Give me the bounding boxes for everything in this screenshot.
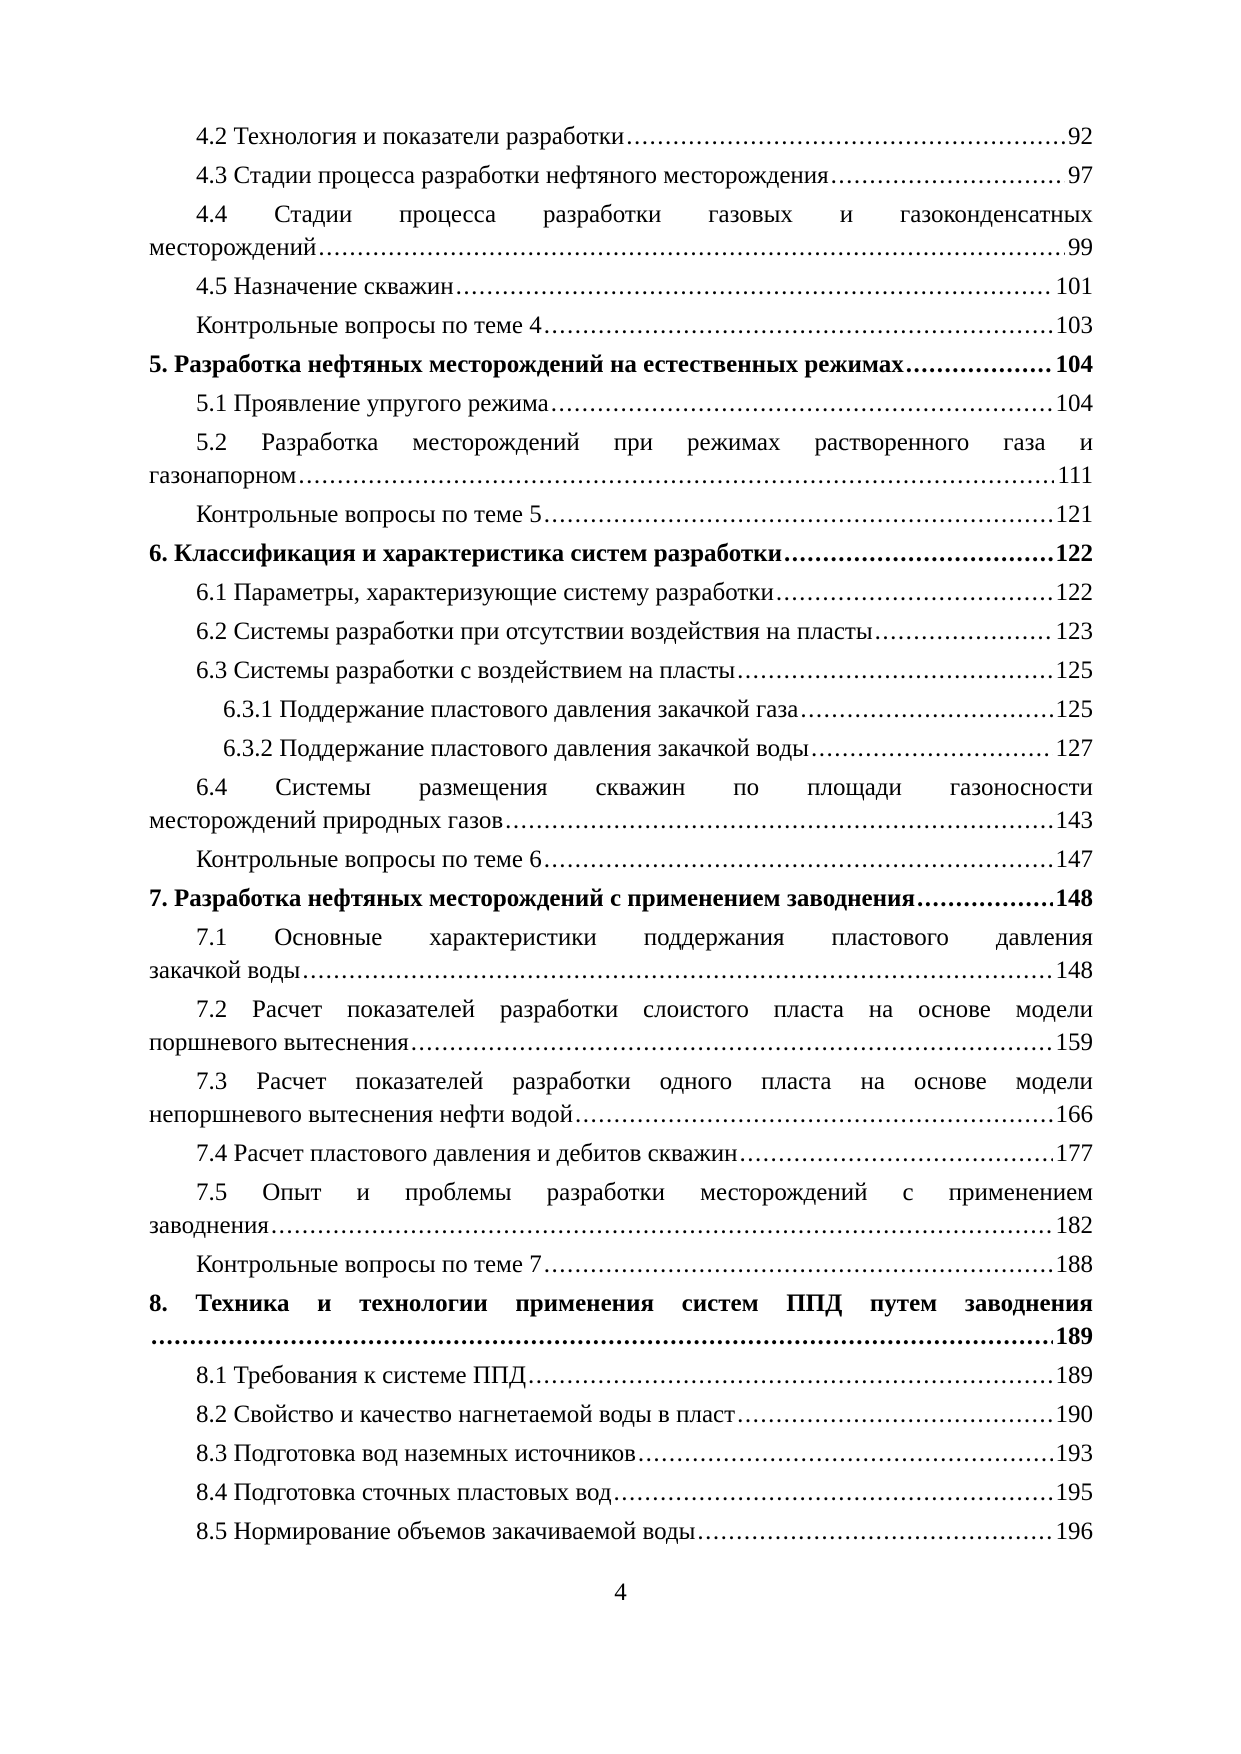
entry-title: Параметры, характеризующие систему разработки bbox=[233, 579, 774, 606]
entry-number: 8.5 bbox=[196, 1518, 228, 1545]
toc-entry-8-4[interactable] bbox=[149, 1476, 1093, 1509]
entry-title-continuation: месторождений природных газов bbox=[149, 807, 504, 834]
toc-entry-6-3[interactable] bbox=[149, 654, 1093, 687]
entry-number: 8.4 bbox=[196, 1479, 228, 1506]
chapter-title: Классификация и характеристика систем разработки bbox=[174, 540, 782, 567]
dot-leader bbox=[298, 459, 1054, 492]
entry-word: Системы bbox=[275, 774, 371, 801]
entry-number: 4.4 bbox=[196, 201, 228, 228]
entry-number: 7.5 bbox=[196, 1179, 228, 1206]
toc-entry-questions-6[interactable] bbox=[149, 843, 1093, 876]
entry-page: 121 bbox=[1055, 501, 1093, 528]
entry-title: Нормирование объемов закачиваемой воды bbox=[233, 1518, 696, 1545]
table-of-contents bbox=[149, 120, 1093, 1554]
chapter-word: применения bbox=[515, 1290, 654, 1317]
toc-entry-7-1[interactable] bbox=[149, 921, 1093, 987]
entry-word: на bbox=[868, 996, 894, 1023]
entry-title: Контрольные вопросы по теме 5 bbox=[196, 501, 542, 528]
entry-word: по bbox=[733, 774, 760, 801]
entry-word: модели bbox=[1015, 996, 1093, 1023]
dot-leader bbox=[551, 387, 1053, 420]
entry-word: газа bbox=[1003, 429, 1046, 456]
toc-entry-7-4[interactable] bbox=[149, 1137, 1093, 1170]
entry-number: 5.2 bbox=[196, 429, 228, 456]
entry-page: 111 bbox=[1057, 462, 1093, 489]
entry-number: 4.2 bbox=[196, 123, 228, 150]
entry-page: 195 bbox=[1055, 1479, 1093, 1506]
dot-leader bbox=[614, 1476, 1053, 1509]
entry-page: 188 bbox=[1055, 1251, 1093, 1278]
dot-leader bbox=[875, 615, 1053, 648]
entry-word: основе bbox=[918, 996, 991, 1023]
entry-title-continuation: поршневого вытеснения bbox=[149, 1029, 409, 1056]
entry-word: на bbox=[860, 1068, 885, 1095]
dot-leader bbox=[411, 1026, 1053, 1059]
entry-word: месторождений bbox=[412, 429, 580, 456]
entry-page: 193 bbox=[1055, 1440, 1093, 1467]
dot-leader bbox=[811, 732, 1053, 765]
entry-title: Подготовка вод наземных источников bbox=[233, 1440, 636, 1467]
dot-leader bbox=[151, 1320, 1053, 1353]
entry-title-line bbox=[149, 198, 1093, 231]
toc-chapter-8[interactable] bbox=[149, 1287, 1093, 1353]
entry-title-continuation: газонапорном bbox=[149, 462, 297, 489]
chapter-word: ППД bbox=[786, 1290, 843, 1317]
dot-leader bbox=[544, 1248, 1053, 1281]
toc-entry-4-4[interactable] bbox=[149, 198, 1093, 264]
toc-entry-8-5[interactable] bbox=[149, 1515, 1093, 1548]
dot-leader bbox=[544, 309, 1053, 342]
entry-page: 97 bbox=[1068, 162, 1093, 189]
dot-leader bbox=[544, 498, 1053, 531]
entry-page: 122 bbox=[1055, 579, 1093, 606]
toc-entry-questions-7[interactable] bbox=[149, 1248, 1093, 1281]
entry-word: давления bbox=[995, 924, 1093, 951]
entry-title: Поддержание пластового давления закачкой воды bbox=[279, 735, 809, 762]
dot-leader bbox=[271, 1209, 1053, 1242]
dot-leader bbox=[697, 1515, 1052, 1548]
entry-title: Системы разработки с воздействием на пласты bbox=[233, 657, 736, 684]
entry-title: Поддержание пластового давления закачкой газа bbox=[279, 696, 799, 723]
toc-entry-5-2[interactable] bbox=[149, 426, 1093, 492]
entry-word: слоистого bbox=[643, 996, 749, 1023]
entry-title-line bbox=[149, 426, 1093, 459]
dot-leader bbox=[784, 537, 1053, 570]
entry-word: разработки bbox=[512, 1068, 631, 1095]
entry-word: разработки bbox=[542, 201, 662, 228]
entry-page: 189 bbox=[1055, 1323, 1093, 1350]
entry-number: 7.2 bbox=[196, 996, 228, 1023]
entry-number: 8.1 bbox=[196, 1362, 228, 1389]
entry-page: 148 bbox=[1055, 957, 1093, 984]
dot-leader bbox=[800, 693, 1052, 726]
entry-title: Расчет пластового давления и дебитов скважин bbox=[233, 1140, 738, 1167]
entry-number: 8.2 bbox=[196, 1401, 228, 1428]
chapter-title: Разработка нефтяных месторождений на естественных режимах bbox=[174, 351, 904, 378]
dot-leader bbox=[318, 231, 1065, 264]
entry-page: 143 bbox=[1055, 807, 1093, 834]
entry-word: Стадии bbox=[274, 201, 353, 228]
entry-word: газовых bbox=[708, 201, 793, 228]
entry-number: 4.5 bbox=[196, 273, 228, 300]
entry-page: 122 bbox=[1055, 540, 1093, 567]
entry-word: режимах bbox=[687, 429, 781, 456]
entry-number: 4.3 bbox=[196, 162, 228, 189]
toc-entry-4-5[interactable] bbox=[149, 270, 1093, 303]
dot-leader bbox=[456, 270, 1053, 303]
entry-page: 177 bbox=[1055, 1140, 1093, 1167]
toc-entry-7-3[interactable] bbox=[149, 1065, 1093, 1131]
toc-entry-7-5[interactable] bbox=[149, 1176, 1093, 1242]
dot-leader bbox=[544, 843, 1053, 876]
toc-entry-5-1[interactable] bbox=[149, 387, 1093, 420]
toc-entry-8-2[interactable] bbox=[149, 1398, 1093, 1431]
entry-word: Основные bbox=[274, 924, 383, 951]
dot-leader bbox=[302, 954, 1052, 987]
chapter-word: Техника bbox=[195, 1290, 290, 1317]
dot-leader bbox=[528, 1359, 1052, 1392]
toc-entry-6-3-1[interactable] bbox=[149, 693, 1093, 726]
toc-entry-6-3-2[interactable] bbox=[149, 732, 1093, 765]
chapter-word: технологии bbox=[359, 1290, 488, 1317]
dot-leader bbox=[505, 804, 1052, 837]
entry-title-line bbox=[149, 1176, 1093, 1209]
entry-page: 159 bbox=[1055, 1029, 1093, 1056]
entry-page: 189 bbox=[1055, 1362, 1093, 1389]
entry-word: площади bbox=[807, 774, 902, 801]
entry-title: Требования к системе ППД bbox=[233, 1362, 527, 1389]
entry-word: пласта bbox=[761, 1068, 832, 1095]
toc-entry-4-3[interactable] bbox=[149, 159, 1093, 192]
entry-word: основе bbox=[913, 1068, 987, 1095]
entry-page: 148 bbox=[1055, 885, 1093, 912]
toc-entry-8-3[interactable] bbox=[149, 1437, 1093, 1470]
entry-word: при bbox=[613, 429, 654, 456]
entry-word: и bbox=[839, 201, 854, 228]
entry-word: разработки bbox=[499, 996, 619, 1023]
entry-number: 7.4 bbox=[196, 1140, 228, 1167]
entry-title: Контрольные вопросы по теме 7 bbox=[196, 1251, 542, 1278]
dot-leader bbox=[906, 348, 1053, 381]
entry-title-line bbox=[149, 921, 1093, 954]
entry-title-continuation: месторождений bbox=[149, 234, 317, 261]
entry-word: и bbox=[1079, 429, 1093, 456]
entry-title-line bbox=[149, 1065, 1093, 1098]
toc-entry-6-1[interactable] bbox=[149, 576, 1093, 609]
chapter-word: и bbox=[317, 1290, 332, 1317]
chapter-word: систем bbox=[681, 1290, 759, 1317]
entry-word: Расчет bbox=[256, 1068, 327, 1095]
entry-page: 104 bbox=[1055, 390, 1093, 417]
entry-number: 8.3 bbox=[196, 1440, 228, 1467]
entry-word: размещения bbox=[418, 774, 548, 801]
entry-word: применением bbox=[948, 1179, 1093, 1206]
toc-entry-questions-4[interactable] bbox=[149, 309, 1093, 342]
dot-leader bbox=[776, 576, 1053, 609]
entry-page: 182 bbox=[1055, 1212, 1093, 1239]
entry-word: растворенного bbox=[814, 429, 970, 456]
entry-page: 103 bbox=[1055, 312, 1093, 339]
entry-title: Контрольные вопросы по теме 4 bbox=[196, 312, 542, 339]
entry-number: 6.3 bbox=[196, 657, 228, 684]
chapter-number: 8. bbox=[149, 1290, 168, 1317]
entry-page: 125 bbox=[1055, 657, 1093, 684]
chapter-word: заводнения bbox=[964, 1290, 1093, 1317]
entry-word: газоносности bbox=[949, 774, 1093, 801]
entry-page: 123 bbox=[1055, 618, 1093, 645]
entry-word: и bbox=[356, 1179, 370, 1206]
toc-entry-4-2[interactable] bbox=[149, 120, 1093, 153]
page-number: 4 bbox=[614, 1579, 627, 1606]
entry-word: скважин bbox=[595, 774, 686, 801]
entry-title-line bbox=[149, 771, 1093, 804]
entry-word: процесса bbox=[399, 201, 497, 228]
entry-word: Опыт bbox=[262, 1179, 322, 1206]
dot-leader bbox=[831, 159, 1065, 192]
entry-title: Назначение скважин bbox=[233, 273, 454, 300]
dot-leader bbox=[737, 654, 1052, 687]
toc-chapter-5[interactable] bbox=[149, 348, 1093, 381]
entry-word: проблемы bbox=[404, 1179, 512, 1206]
entry-word: Расчет bbox=[252, 996, 323, 1023]
entry-word: модели bbox=[1015, 1068, 1093, 1095]
dot-leader bbox=[638, 1437, 1053, 1470]
entry-title: Системы разработки при отсутствии воздействия на пласты bbox=[233, 618, 873, 645]
entry-page: 190 bbox=[1055, 1401, 1093, 1428]
entry-page: 101 bbox=[1055, 273, 1093, 300]
entry-title: Технология и показатели разработки bbox=[233, 123, 625, 150]
entry-title-line bbox=[149, 993, 1093, 1026]
entry-word: показателей bbox=[355, 1068, 484, 1095]
toc-entry-6-2[interactable] bbox=[149, 615, 1093, 648]
toc-entry-questions-5[interactable] bbox=[149, 498, 1093, 531]
entry-word: газоконденсатных bbox=[899, 201, 1093, 228]
chapter-title: Разработка нефтяных месторождений с применением заводнения bbox=[174, 885, 915, 912]
entry-page: 196 bbox=[1055, 1518, 1093, 1545]
dot-leader bbox=[740, 1137, 1053, 1170]
dot-leader bbox=[917, 882, 1053, 915]
chapter-word: путем bbox=[869, 1290, 938, 1317]
entry-title-continuation: заводнения bbox=[149, 1212, 269, 1239]
entry-number: 5.1 bbox=[196, 390, 228, 417]
entry-title-continuation: закачкой воды bbox=[149, 957, 301, 984]
entry-number: 6.3.2 bbox=[223, 735, 273, 762]
entry-word: Разработка bbox=[261, 429, 379, 456]
entry-word: показателей bbox=[347, 996, 476, 1023]
entry-title: Свойство и качество нагнетаемой воды в пласт bbox=[233, 1401, 736, 1428]
entry-word: одного bbox=[659, 1068, 733, 1095]
entry-page: 166 bbox=[1055, 1101, 1093, 1128]
entry-word: с bbox=[902, 1179, 914, 1206]
entry-title: Подготовка сточных пластовых вод bbox=[233, 1479, 612, 1506]
chapter-number: 5. bbox=[149, 351, 168, 378]
entry-number: 7.3 bbox=[196, 1068, 228, 1095]
entry-number: 7.1 bbox=[196, 924, 228, 951]
toc-entry-6-4[interactable] bbox=[149, 771, 1093, 837]
entry-page: 147 bbox=[1055, 846, 1093, 873]
toc-entry-8-1[interactable] bbox=[149, 1359, 1093, 1392]
entry-page: 99 bbox=[1068, 234, 1093, 261]
entry-word: месторождений bbox=[700, 1179, 868, 1206]
entry-title: Проявление упругого режима bbox=[233, 390, 549, 417]
dot-leader bbox=[575, 1098, 1053, 1131]
dot-leader bbox=[626, 120, 1065, 153]
entry-page: 125 bbox=[1055, 696, 1093, 723]
entry-title-continuation: непоршневого вытеснения нефти водой bbox=[149, 1101, 573, 1128]
toc-chapter-6[interactable] bbox=[149, 537, 1093, 570]
entry-page: 92 bbox=[1068, 123, 1093, 150]
entry-title: Контрольные вопросы по теме 6 bbox=[196, 846, 542, 873]
chapter-number: 7. bbox=[149, 885, 168, 912]
chapter-number: 6. bbox=[149, 540, 168, 567]
entry-number: 6.3.1 bbox=[223, 696, 273, 723]
entry-number: 6.2 bbox=[196, 618, 228, 645]
entry-page: 104 bbox=[1055, 351, 1093, 378]
entry-word: характеристики bbox=[429, 924, 597, 951]
entry-word: пластового bbox=[831, 924, 949, 951]
entry-page: 127 bbox=[1055, 735, 1093, 762]
entry-word: разработки bbox=[546, 1179, 666, 1206]
entry-word: пласта bbox=[773, 996, 844, 1023]
entry-title: Стадии процесса разработки нефтяного месторождения bbox=[233, 162, 829, 189]
entry-number: 6.1 bbox=[196, 579, 228, 606]
toc-chapter-7[interactable] bbox=[149, 882, 1093, 915]
chapter-title-line bbox=[149, 1287, 1093, 1320]
dot-leader bbox=[737, 1398, 1052, 1431]
toc-entry-7-2[interactable] bbox=[149, 993, 1093, 1059]
entry-word: поддержания bbox=[643, 924, 785, 951]
entry-number: 6.4 bbox=[196, 774, 228, 801]
